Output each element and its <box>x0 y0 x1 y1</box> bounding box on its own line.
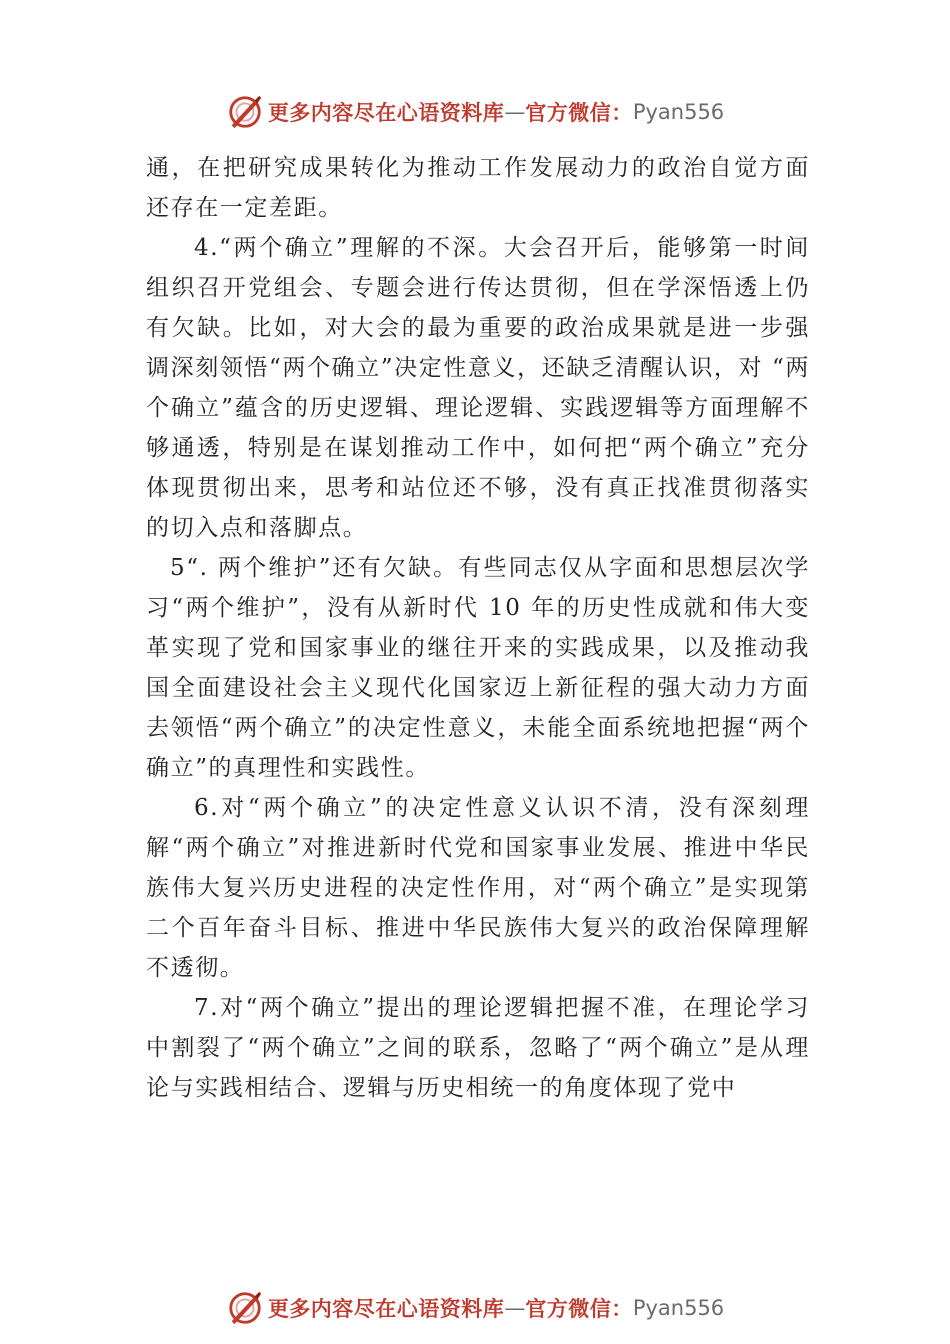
pen-logo-icon <box>226 1289 264 1327</box>
paragraph-item-4: 4.“两个确立”理解的不深。大会召开后，能够第一时间组织召开党组会、专题会进行传达贯彻，但在学深悟透上仍有欠缺。比如，对大会的最为重要的政治成果就是进一步强调深刻领悟“两个确立”决定性意义，还缺乏清醒认识，对 “两个确立”蕴含的历史逻辑、理论逻辑、实践逻辑等方面理解不够通透，特别是在谋划推动工作中，如何把“两个确立”充分体现贯彻出来，思考和站位还不够，没有真正找准贯彻落实的切入点和落脚点。 <box>146 235 810 541</box>
header-brand: 更多内容尽在心语资料库 <box>267 100 505 125</box>
footer-brand: 更多内容尽在心语资料库 <box>267 1296 505 1321</box>
document-body <box>146 148 810 1108</box>
footer-dash: — <box>504 1296 526 1320</box>
paragraph-item-5: 5“. 两个维护”还有欠缺。有些同志仅从字面和思想层次学习“两个维护”，没有从新时代 10 年的历史性成就和伟大变革实现了党和国家事业的继往开来的实践成果，以及推动我国全面建设社会主义现代化国家迈上新征程的强大动力方面去领悟“两个确立”的决定性意义，未能全面系统地把握“两个确立”的真理性和实践性。 <box>146 555 810 781</box>
footer-official: 官方微信： <box>525 1296 633 1321</box>
header-official: 官方微信： <box>525 100 633 125</box>
paragraph-item-7: 7.对“两个确立”提出的理论逻辑把握不准，在理论学习中割裂了“两个确立”之间的联系，忽略了“两个确立”是从理论与实践相结合、逻辑与历史相统一的角度体现了党中 <box>146 995 810 1101</box>
header-banner <box>0 92 950 132</box>
header-dash: — <box>504 100 526 124</box>
pen-logo-icon <box>226 93 264 131</box>
paragraph-item-6: 6.对“两个确立”的决定性意义认识不清，没有深刻理解“两个确立”对推进新时代党和国家事业发展、推进中华民族伟大复兴历史进程的决定性作用，对“两个确立”是实现第二个百年奋斗目标、推进中华民族伟大复兴的政治保障理解不透彻。 <box>146 795 810 981</box>
paragraph-continuation: 通，在把研究成果转化为推动工作发展动力的政治自觉方面还存在一定差距。 <box>146 155 810 221</box>
footer-banner <box>0 1288 950 1328</box>
header-wechat-id: Pyan556 <box>632 100 725 124</box>
footer-wechat-id: Pyan556 <box>632 1296 725 1320</box>
